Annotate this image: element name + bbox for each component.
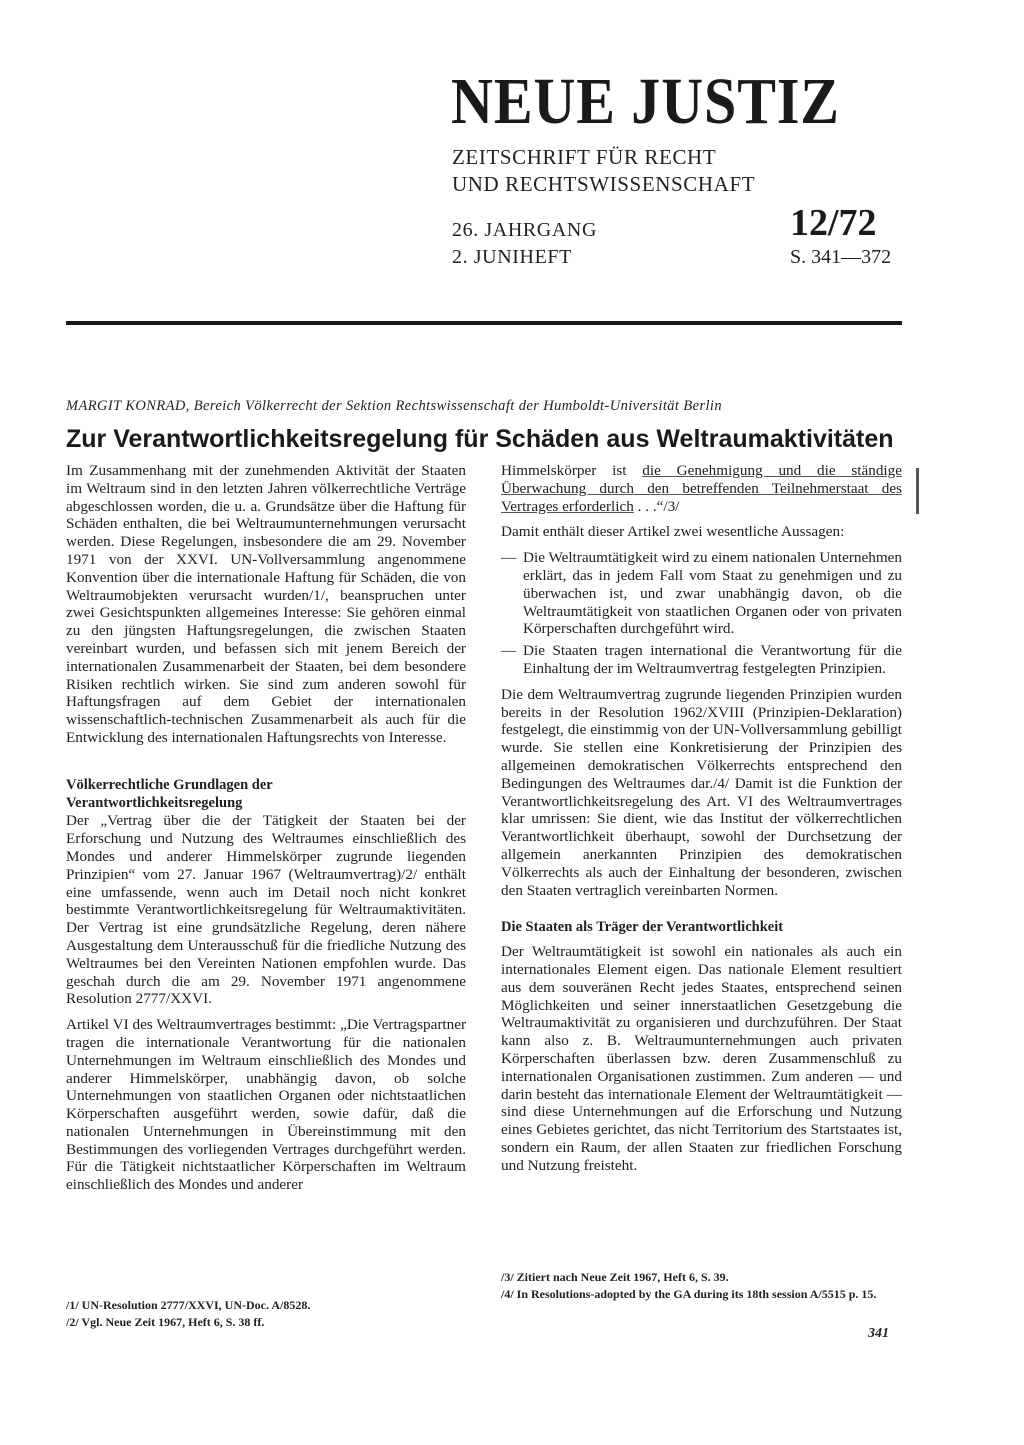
masthead-divider: [66, 321, 902, 325]
left-column: [66, 462, 466, 1202]
paragraph: Der „Vertrag über die der Tätigkeit der Staaten bei der Erforschung und Nutzung des Weltraumes einschließlich des Mondes und anderer Himmelskörper zugrunde liegenden Prinzipien“ vom 27. Januar 1967 (Weltraumvertrag)/2/ enthält eine umfassende, wenn auch im Detail noch nicht konkret bestimmte Verantwortlichkeitsregelung für Weltraumaktivitäten. Der Vertrag ist eine grundsätzliche Regelung, deren nähere Ausgestaltung dem Unterausschuß für die friedliche Nutzung des Weltraumes bei den Vereinten Nationen empfohlen wurde. Das geschah durch die am 29. November 1971 angenommene Resolution 2777/XXVI.: [66, 812, 466, 1008]
paragraph: Im Zusammenhang mit der zunehmenden Aktivität der Staaten im Weltraum sind in den letzten Jahren völkerrechtliche Verträge abgeschlossen worden, die u. a. Grundsätze über die Haftung für Schäden enthalten, die bei Weltraumunternehmungen verursacht werden. Diese Regelungen, insbesondere die am 29. November 1971 von der XXVI. UN-Vollversammlung angenommene Konvention über die internationale Haftung für Schäden, die von Weltraumobjekten verursacht wurden/1/, beanspruchen unter zwei Gesichtspunkten allgemeines Interesse: Sie gehören einmal zu den jüngsten Haftungsregelungen, die zwischen Staaten vereinbart wurden, und befassen sich mit jenem Bereich der internationalen Zusammenarbeit der Staaten, bei dem besondere Risiken rechtlich wirken. Sie sind zum anderen sowohl für Haftungsfragen auf dem Gebiet der internationalen wissenschaftlich-technischen Zusammenarbeit als auch für die Entwicklung des internationalen Haftungsrechts von Interesse.: [66, 462, 466, 746]
right-column: [501, 462, 902, 1182]
footnotes-left: [66, 1298, 466, 1332]
footnote: /3/ Zitiert nach Neue Zeit 1967, Heft 6, S. 39.: [501, 1270, 729, 1284]
paragraph-quote-end: [501, 462, 902, 515]
issue-number: 12/72: [790, 202, 877, 244]
page-number: 341: [868, 1326, 889, 1341]
list-item: — Die Staaten tragen international die Verantwortung für die Einhaltung der im Weltraumvertrag festgelegten Prinzipien.: [501, 642, 902, 678]
margin-annotation-mark: [916, 468, 919, 514]
author-line: MARGIT KONRAD, Bereich Völkerrecht der Sektion Rechtswissenschaft der Humboldt-Universität Berlin: [66, 398, 723, 414]
section-heading-line2: Verantwortlichkeitsregelung: [66, 794, 243, 811]
quote-text: Himmelskörper ist: [501, 462, 643, 479]
journal-title: NEUE JUSTIZ: [451, 65, 840, 138]
section-heading-line1: Völkerrechtliche Grundlagen der: [66, 776, 273, 793]
issue-name: 2. JUNIHEFT: [452, 246, 572, 268]
section-heading: Die Staaten als Träger der Verantwortlichkeit: [501, 919, 784, 936]
paragraph: Die dem Weltraumvertrag zugrunde liegenden Prinzipien wurden bereits in der Resolution 1962/XVIII (Prinzipien-Deklaration) festgelegt, die einstimmig von der UN-Vollversammlung gebilligt wurde. Sie stellen eine Konkretisierung der Prinzipien des allgemeinen demokratischen Völkerrechts entsprechend den Bedingungen des Weltraumes dar./4/ Damit ist die Funktion der Verantwortlichkeitsregelung des Art. VI des Weltraumvertrages klar umrissen: Sie dient, wie das Institut der völkerrechtlichen Verantwortlichkeit überhaupt, sowohl der Durchsetzung der allgemein anerkannten Prinzipien des demokratischen Völkerrechts als auch der Einhaltung der besonderen, zwischen den Staaten vertraglich vereinbarten Normen.: [501, 685, 902, 899]
paragraph: Artikel VI des Weltraumvertrages bestimmt: „Die Vertragspartner tragen die internationale Verantwortung für die nationalen Unternehmungen im Weltraum einschließlich des Mondes und anderer Himmelskörper, unabhängig davon, ob solche Unternehmungen von staatlichen Organen oder nichtstaatlichen Körperschaften ausgeführt werden, sowie dafür, daß die nationalen Unternehmungen in Übereinstimmung mit den Bestimmungen des vorliegenden Vertrages durchgeführt werden. Für die Tätigkeit nichtstaatlicher Körperschaften im Weltraum einschließlich des Mondes und anderer: [66, 1016, 466, 1194]
article-title: Zur Verantwortlichkeitsregelung für Schäden aus Weltraumaktivitäten: [66, 425, 894, 453]
dash-list: [501, 549, 902, 678]
list-item: — Die Weltraumtätigkeit wird zu einem nationalen Unternehmen erklärt, das in jedem Fall vom Staat zu genehmigen und zu überwachen ist, und zwar unabhängig davon, ob die Weltraumtätigkeit von staatlichen Organen oder von privaten Körperschaften durchgeführt wird.: [501, 549, 902, 638]
paragraph: Damit enthält dieser Artikel zwei wesentliche Aussagen:: [501, 523, 845, 541]
volume-label: 26. JAHRGANG: [452, 219, 597, 241]
journal-subtitle-line2: UND RECHTSWISSENSCHAFT: [452, 172, 756, 196]
section-heading: [66, 777, 466, 813]
footnote: /1/ UN-Resolution 2777/XXVI, UN-Doc. A/8528.: [66, 1298, 311, 1312]
underlined-quote-text: die Genehmigung und die ständige Überwachung durch den betreffenden Teilnehmerstaat des Vertrages erforderlich: [501, 462, 902, 515]
footnote: /4/ In Resolutions-adopted by the GA during its 18th session A/5515 p. 15.: [501, 1287, 877, 1301]
page-range: S. 341—372: [790, 246, 892, 268]
footnote: /2/ Vgl. Neue Zeit 1967, Heft 6, S. 38 ff.: [66, 1315, 265, 1329]
journal-subtitle-line1: ZEITSCHRIFT FÜR RECHT: [452, 145, 717, 169]
paragraph: Der Weltraumtätigkeit ist sowohl ein nationales als auch ein internationales Element eigen. Das nationale Element resultiert aus dem souveränen Recht jedes Staates, entsprechend seinen Möglichkeiten und seiner innerstaatlichen Gesetzgebung die Weltraumaktivität zu organisieren und durchzuführen. Der Staat kann also z. B. Weltraumunternehmungen auch privaten Körperschaften überlassen bzw. deren Zusammenschluß zu internationalen Organisationen zustimmen. Zum anderen — und darin besteht das internationale Element der Weltraumtätigkeit — sind diese Unternehmungen auf die Erforschung und Nutzung eines Gebietes gerichtet, das nicht Territorium des Startstaates ist, sondern ein Raum, der allen Staaten zur friedlichen Forschung und Nutzung freisteht.: [501, 943, 902, 1174]
footnotes-right: [501, 1270, 902, 1304]
quote-end: . . .“/3/: [633, 497, 680, 515]
